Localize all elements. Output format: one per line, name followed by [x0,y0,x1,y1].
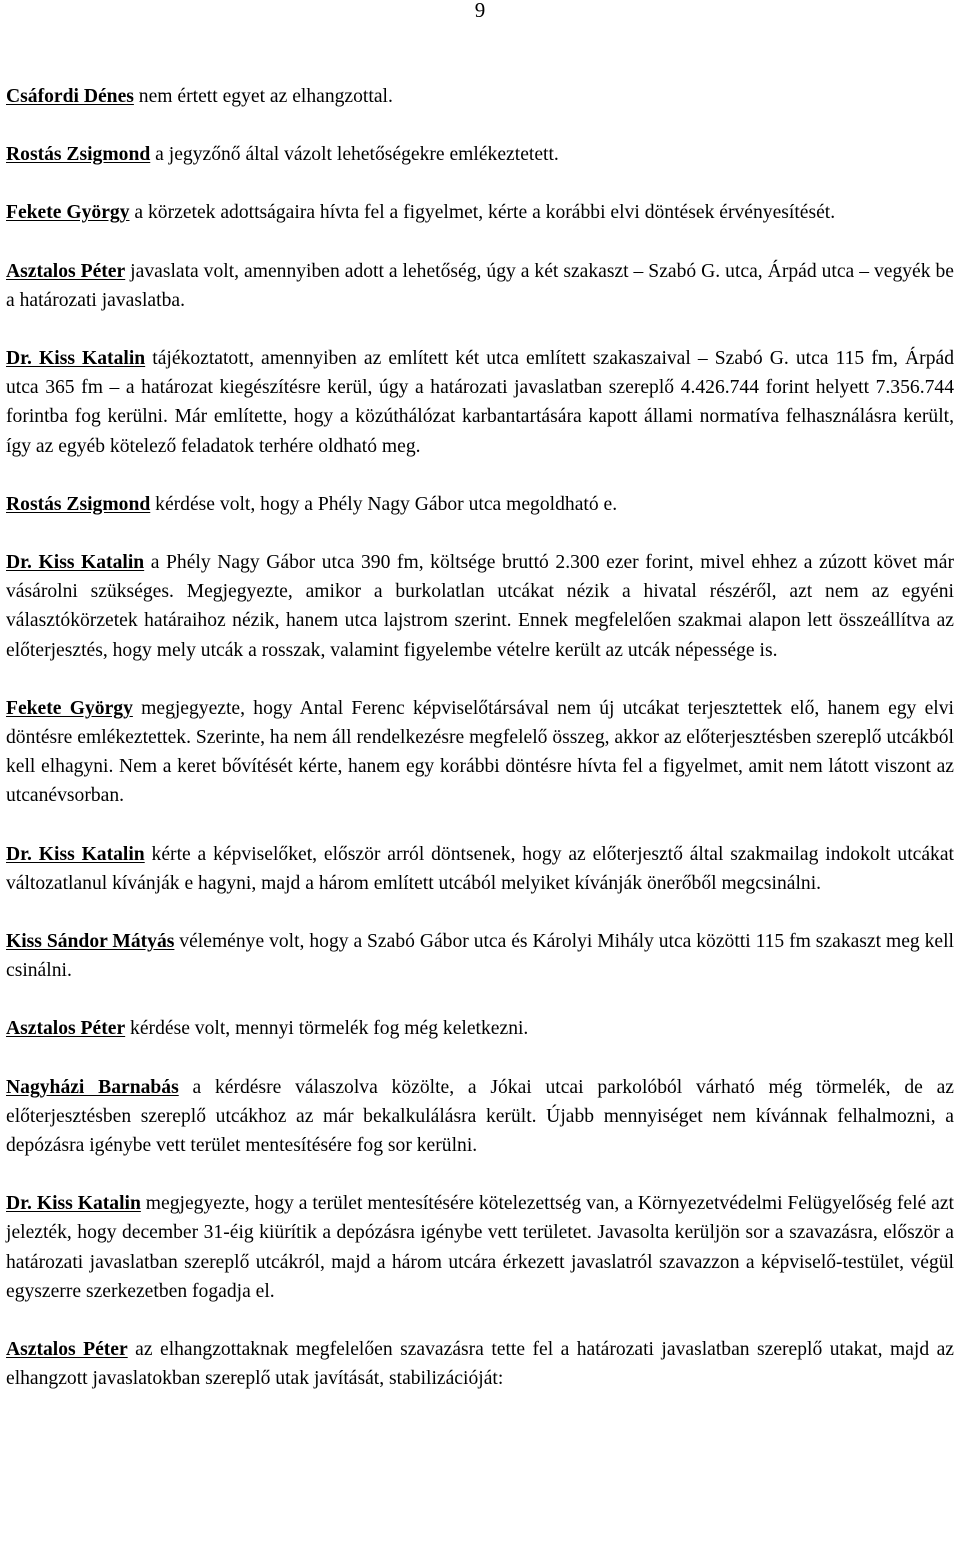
paragraph-text: nem értett egyet az elhangzottal. [133,86,393,107]
paragraph [6,694,954,811]
paragraph [6,1189,954,1306]
paragraph-text: kérdése volt, mennyi törmelék fog még keletkezni. [125,1018,529,1040]
paragraph-text: tájékoztatott, amennyiben az említett két utca említett szakaszaival – Szabó G. utca 115 fm, Árpád utca 365 fm – a határozat kiegészítésre kerül, úgy a határozati javaslatban szereplő 4.426.744 forint helyett 7.356.744 forintba fog kerülni. Már említette, hogy a közúthálózat karbantartására kapott állami normatíva felhasználásra került, így az egyéb kötelező feladatok terhére oldható meg. [6,348,954,457]
paragraph-text: az elhangzottaknak megfelelően szavazásra tette fel a határozati javaslatban szereplő utakat, majd az elhangzott javaslatokban szereplő utak javítását, stabilizációját: [6,1339,954,1390]
speaker-name: Asztalos Péter [6,1339,128,1361]
paragraph-text: a jegyzőnő által vázolt lehetőségekre emlékeztetett. [150,144,559,166]
speaker-name: Csáfordi Dénes [6,86,134,107]
speaker-name: Dr. Kiss Katalin [6,348,146,370]
paragraph [6,490,954,519]
paragraph [6,1073,954,1161]
paragraph-text: kérte a képviselőket, először arról döntsenek, hogy az előterjesztő által szakmailag indokolt utcákat változatlanul kívánják e hagyni, majd a három említett utcából melyiket kívánják önerőből megcsinálni. [6,843,954,894]
paragraph [6,198,954,227]
paragraph [6,548,954,665]
speaker-name: Dr. Kiss Katalin [6,843,145,865]
paragraph-text: a Phély Nagy Gábor utca 390 fm, költsége bruttó 2.300 ezer forint, mivel ehhez a zúzott követ már vásárolni szükséges. Megjegyezte, amikor a burkolatlan utcákat nézik a hivatal részéről, azt nem az egyéni választókörzetek határaihoz nézik, hanem utca lajstrom szerint. Ennek megfelelően szakmai alapon lett összeállítva az előterjesztés, hogy mely utcák a rosszak, valamint figyelembe vételre került az utcák népessége is. [6,552,954,661]
speaker-name: Dr. Kiss Katalin [6,552,145,574]
minutes-body [6,82,954,1423]
paragraph [6,1014,954,1043]
paragraph [6,82,954,111]
speaker-name: Rostás Zsigmond [6,144,151,166]
paragraph-text: javaslata volt, amennyiben adott a lehetőség, úgy a két szakaszt – Szabó G. utca, Árpád utca – vegyék be a határozati javaslatba. [6,260,954,311]
page-number: 9 [474,0,486,22]
paragraph [6,257,954,315]
speaker-name: Rostás Zsigmond [6,493,151,515]
speaker-name: Asztalos Péter [6,260,126,282]
paragraph-text: megjegyezte, hogy a terület mentesítésére kötelezettség van, a Környezetvédelmi Felügyelőség felé azt jelezték, hogy december 31-éig kiürítik a depózásra igénybe vett területet. Javasolta kerüljön sor a szavazásra, először a határozati javaslatban szereplő utcákról, majd a három utcára érkezett javaslatról szavazzon a képviselő-testület, végül egyszerre szerkezetben fogadja el. [6,1193,954,1302]
speaker-name: Fekete György [6,202,130,224]
speaker-name: Nagyházi Barnabás [6,1076,179,1098]
paragraph-text: megjegyezte, hogy Antal Ferenc képviselőtársával nem új utcákat terjesztettek elő, hanem egy elvi döntésre emlékeztettek. Szerinte, ha nem áll rendelkezésre megfelelő összeg, akkor az előterjesztésben szereplő utcákból kell elhagyni. Nem a keret bővítését kérte, hanem egy korábbi döntésre hívta fel a figyelmet, amit nem látott viszont az utcanévsorban. [6,697,954,807]
speaker-name: Dr. Kiss Katalin [6,1193,141,1215]
speaker-name: Kiss Sándor Mátyás [6,931,175,953]
paragraph [6,1335,954,1393]
paragraph [6,344,954,461]
paragraph-text: a kérdésre válaszolva közölte, a Jókai utcai parkolóból várható még törmelék, de az előterjesztésben szereplő utcákhoz az már bekalkulálásra került. Újabb mennyiséget nem kívánnak felhalmozni, a depózásra igénybe vett terület mentesítésére fog sor kerülni. [6,1076,954,1157]
paragraph [6,927,954,985]
speaker-name: Asztalos Péter [6,1018,126,1040]
paragraph-text: a körzetek adottságaira hívta fel a figyelmet, kérte a korábbi elvi döntések érvényesítését. [129,202,836,224]
paragraph-text: véleménye volt, hogy a Szabó Gábor utca és Károlyi Mihály utca közötti 115 fm szakaszt meg kell csinálni. [6,931,954,982]
speaker-name: Fekete György [6,697,133,719]
paragraph [6,140,954,169]
paragraph-text: kérdése volt, hogy a Phély Nagy Gábor utca megoldható e. [150,493,618,515]
paragraph [6,840,954,898]
